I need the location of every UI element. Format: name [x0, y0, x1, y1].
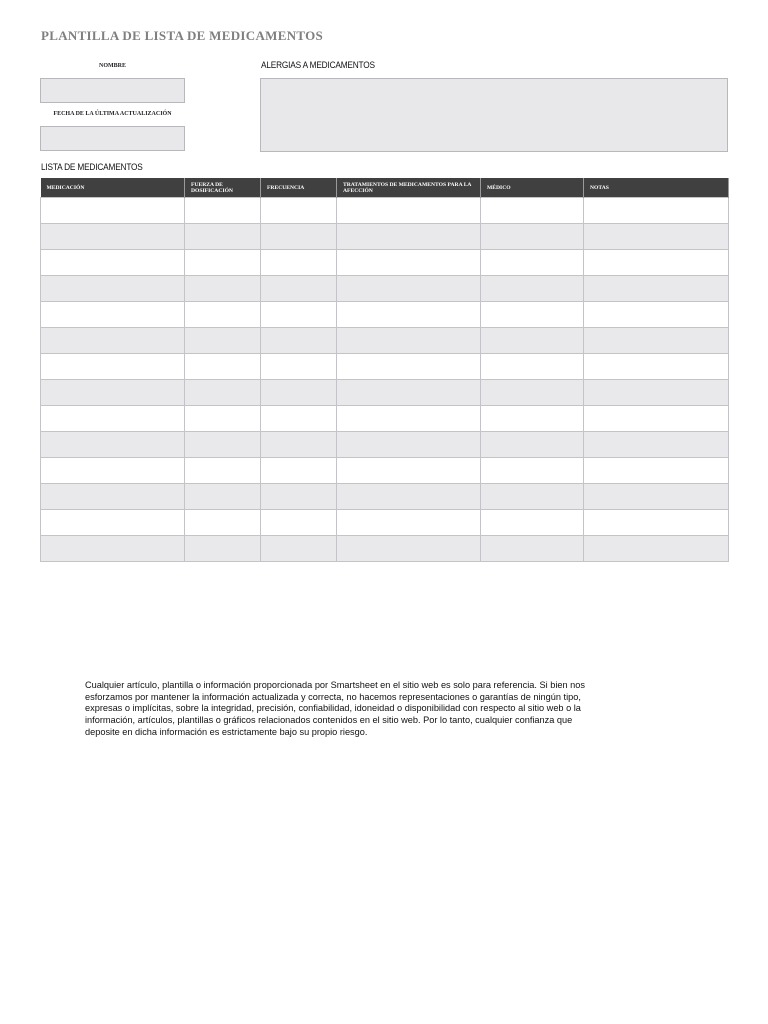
cell-condition-treatment[interactable]: [337, 536, 481, 562]
allergies-field[interactable]: [260, 78, 728, 152]
cell-medication[interactable]: [41, 458, 185, 484]
cell-dosage-strength[interactable]: [185, 510, 261, 536]
cell-notes[interactable]: [584, 380, 729, 406]
cell-dosage-strength[interactable]: [185, 328, 261, 354]
cell-dosage-strength[interactable]: [185, 302, 261, 328]
column-header-medication: MEDICACIÓN: [41, 178, 185, 198]
column-header-frequency: FRECUENCIA: [261, 178, 337, 198]
column-header-physician: MÉDICO: [481, 178, 584, 198]
cell-dosage-strength[interactable]: [185, 458, 261, 484]
table-row: [41, 224, 729, 250]
cell-frequency[interactable]: [261, 484, 337, 510]
cell-condition-treatment[interactable]: [337, 354, 481, 380]
medication-table-body: [41, 198, 729, 562]
page-title: PLANTILLA DE LISTA DE MEDICAMENTOS: [41, 28, 324, 43]
cell-medication[interactable]: [41, 328, 185, 354]
column-header-notes: NOTAS: [584, 178, 729, 198]
table-row: [41, 302, 729, 328]
cell-dosage-strength[interactable]: [185, 224, 261, 250]
cell-medication[interactable]: [41, 510, 185, 536]
cell-condition-treatment[interactable]: [337, 302, 481, 328]
cell-notes[interactable]: [584, 432, 729, 458]
table-row: [41, 406, 729, 432]
medication-list-label: LISTA DE MEDICAMENTOS: [41, 162, 143, 172]
cell-dosage-strength[interactable]: [185, 276, 261, 302]
table-row: [41, 328, 729, 354]
cell-frequency[interactable]: [261, 198, 337, 224]
cell-frequency[interactable]: [261, 276, 337, 302]
cell-dosage-strength[interactable]: [185, 406, 261, 432]
cell-condition-treatment[interactable]: [337, 406, 481, 432]
cell-physician[interactable]: [481, 536, 584, 562]
cell-physician[interactable]: [481, 432, 584, 458]
cell-frequency[interactable]: [261, 354, 337, 380]
cell-frequency[interactable]: [261, 432, 337, 458]
cell-frequency[interactable]: [261, 250, 337, 276]
table-row: [41, 276, 729, 302]
cell-condition-treatment[interactable]: [337, 510, 481, 536]
cell-physician[interactable]: [481, 458, 584, 484]
cell-condition-treatment[interactable]: [337, 198, 481, 224]
cell-dosage-strength[interactable]: [185, 484, 261, 510]
last-updated-label: FECHA DE LA ÚLTIMA ACTUALIZACIÓN: [53, 111, 172, 117]
cell-physician[interactable]: [481, 302, 584, 328]
cell-notes[interactable]: [584, 406, 729, 432]
cell-physician[interactable]: [481, 328, 584, 354]
table-row: [41, 250, 729, 276]
table-row: [41, 354, 729, 380]
medication-table: [40, 178, 729, 562]
cell-frequency[interactable]: [261, 380, 337, 406]
table-row: [41, 432, 729, 458]
cell-medication[interactable]: [41, 380, 185, 406]
cell-physician[interactable]: [481, 354, 584, 380]
cell-dosage-strength[interactable]: [185, 536, 261, 562]
table-row: [41, 510, 729, 536]
cell-condition-treatment[interactable]: [337, 458, 481, 484]
cell-condition-treatment[interactable]: [337, 224, 481, 250]
cell-notes[interactable]: [584, 484, 729, 510]
cell-physician[interactable]: [481, 224, 584, 250]
cell-frequency[interactable]: [261, 302, 337, 328]
cell-condition-treatment[interactable]: [337, 380, 481, 406]
cell-physician[interactable]: [481, 510, 584, 536]
cell-physician[interactable]: [481, 198, 584, 224]
table-row: [41, 458, 729, 484]
cell-medication[interactable]: [41, 302, 185, 328]
cell-frequency[interactable]: [261, 536, 337, 562]
column-header-condition-treatment: TRATAMIENTOS DE MEDICAMENTOS PARA LA AFECCIÓN: [337, 178, 481, 198]
cell-dosage-strength[interactable]: [185, 354, 261, 380]
cell-dosage-strength[interactable]: [185, 198, 261, 224]
cell-notes[interactable]: [584, 250, 729, 276]
table-header-row: [41, 178, 729, 198]
table-row: [41, 198, 729, 224]
cell-frequency[interactable]: [261, 406, 337, 432]
name-label: NOMBRE: [99, 63, 126, 69]
table-row: [41, 484, 729, 510]
cell-medication[interactable]: [41, 224, 185, 250]
cell-physician[interactable]: [481, 380, 584, 406]
disclaimer-text: Cualquier artículo, plantilla o información proporcionada por Smartsheet en el sitio web es solo para referencia. Si bien nos esforzamos por mantener la información actualizada y correcta, no hacemos representaciones o garantías de ningún tipo, expresas o implícitas, sobre la integridad, precisión, confiabilidad, idoneidad o disponibilidad con respecto al sitio web o la información, artículos, plantillas o gráficos relacionados contenidos en el sitio web. Por lo tanto, cualquier confianza que deposite en dicha información es estrictamente bajo su propio riesgo.: [85, 680, 585, 737]
cell-physician[interactable]: [481, 250, 584, 276]
cell-frequency[interactable]: [261, 328, 337, 354]
last-updated-field[interactable]: [40, 126, 185, 151]
cell-condition-treatment[interactable]: [337, 250, 481, 276]
cell-notes[interactable]: [584, 302, 729, 328]
name-field[interactable]: [40, 78, 185, 103]
table-row: [41, 380, 729, 406]
cell-notes[interactable]: [584, 458, 729, 484]
cell-medication[interactable]: [41, 406, 185, 432]
cell-physician[interactable]: [481, 276, 584, 302]
cell-physician[interactable]: [481, 484, 584, 510]
cell-medication[interactable]: [41, 250, 185, 276]
cell-medication[interactable]: [41, 198, 185, 224]
cell-medication[interactable]: [41, 484, 185, 510]
cell-notes[interactable]: [584, 328, 729, 354]
cell-notes[interactable]: [584, 354, 729, 380]
cell-dosage-strength[interactable]: [185, 432, 261, 458]
cell-medication[interactable]: [41, 536, 185, 562]
cell-frequency[interactable]: [261, 510, 337, 536]
cell-medication[interactable]: [41, 276, 185, 302]
cell-condition-treatment[interactable]: [337, 432, 481, 458]
cell-dosage-strength[interactable]: [185, 380, 261, 406]
cell-dosage-strength[interactable]: [185, 250, 261, 276]
cell-notes[interactable]: [584, 276, 729, 302]
cell-medication[interactable]: [41, 354, 185, 380]
cell-medication[interactable]: [41, 432, 185, 458]
table-row: [41, 536, 729, 562]
cell-frequency[interactable]: [261, 458, 337, 484]
cell-notes[interactable]: [584, 198, 729, 224]
cell-physician[interactable]: [481, 406, 584, 432]
column-header-dosage-strength: FUERZA DE DOSIFICACIÓN: [185, 178, 261, 198]
cell-condition-treatment[interactable]: [337, 276, 481, 302]
cell-notes[interactable]: [584, 536, 729, 562]
cell-notes[interactable]: [584, 224, 729, 250]
cell-frequency[interactable]: [261, 224, 337, 250]
cell-condition-treatment[interactable]: [337, 484, 481, 510]
cell-condition-treatment[interactable]: [337, 328, 481, 354]
cell-notes[interactable]: [584, 510, 729, 536]
allergies-label: ALERGIAS A MEDICAMENTOS: [261, 60, 375, 70]
